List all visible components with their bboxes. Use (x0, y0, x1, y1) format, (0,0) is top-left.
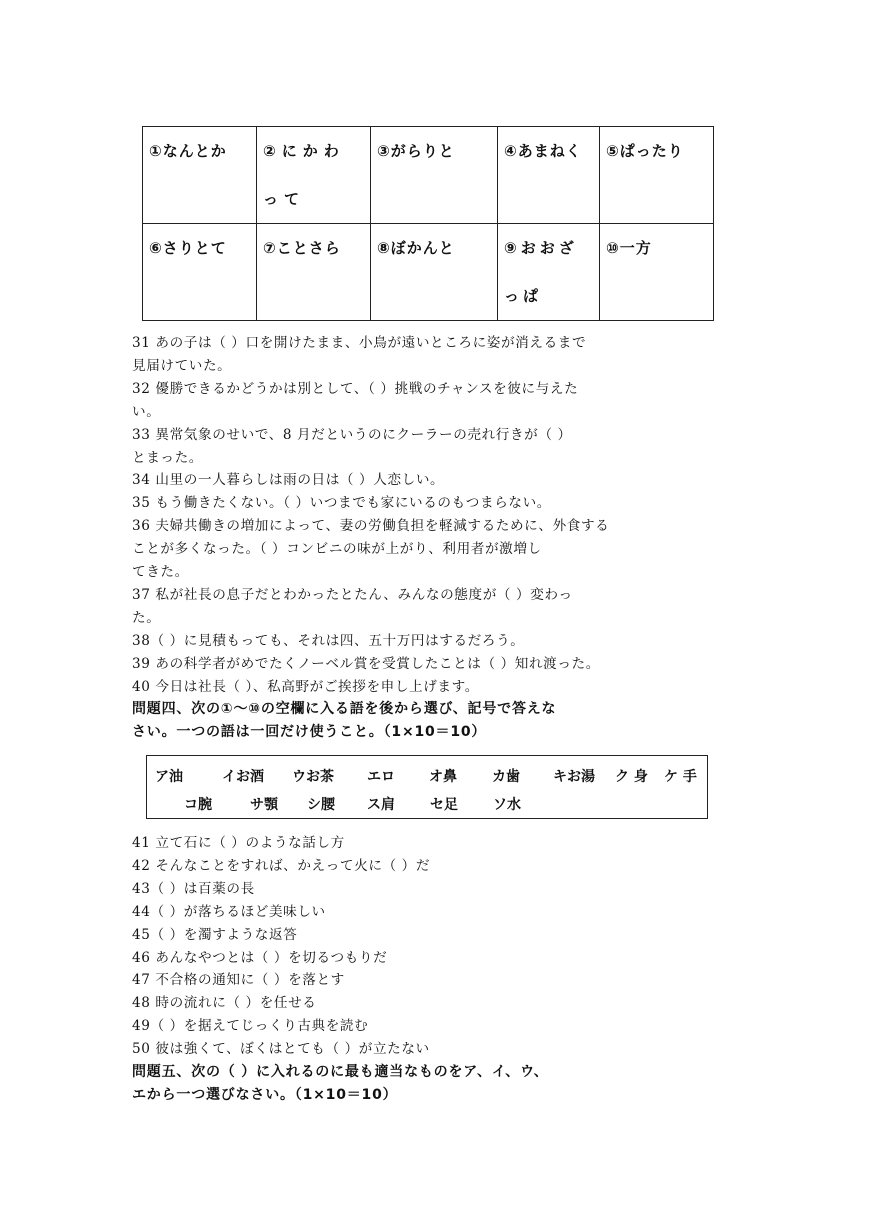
question-36-line2: ことが多くなった。（ ）コンビニの味が上がり、利用者が激増し (132, 541, 542, 557)
question-36-line3: てきた。 (132, 564, 189, 580)
question-46: 46 あんなやつとは（ ）を切るつもりだ (132, 950, 388, 966)
choices-row (143, 224, 714, 321)
word-choice: セ足 (430, 797, 458, 813)
word-choice: ソ水 (493, 797, 521, 813)
question-44: 44（ ）が落ちるほど美味しい (132, 904, 326, 920)
choices-table (142, 126, 714, 321)
choice-cell: ⑧ぼかんと (371, 224, 498, 321)
question-33-line2: とまった。 (132, 450, 203, 466)
question-33-line1: 33 異常気象のせいで、8 月だというのにクーラーの売れ行きが（ ） (132, 427, 572, 443)
section-4-heading-line2: さい。一つの語は一回だけ使うこと。（1×10＝10） (132, 724, 487, 740)
question-42: 42 そんなことをすれば、かえって火に（ ）だ (132, 858, 431, 874)
section-5-heading-line2: エから一つ選びなさい。（1×10＝10） (132, 1087, 398, 1103)
question-37-line2: た。 (132, 610, 161, 626)
question-37-line1: 37 私が社長の息子だとわかったとたん、みんなの態度が（ ）変わっ (132, 587, 573, 603)
question-41: 41 立て石に（ ）のような話し方 (132, 835, 345, 851)
choice-cell: ⑥さりとて (143, 224, 257, 321)
question-45: 45（ ）を濁すような返答 (132, 927, 298, 943)
word-choice: サ顎 (250, 797, 278, 813)
word-choice: コ腕 (184, 797, 212, 813)
question-32-line1: 32 優勝できるかどうかは別として、（ ）挑戦のチャンスを彼に与えた (132, 381, 579, 397)
question-50: 50 彼は強くて、ぼくはとても（ ）が立たない (132, 1041, 430, 1057)
question-47: 47 不合格の通知に（ ）を落とす (132, 972, 345, 988)
question-35: 35 もう働きたくない。（ ）いつまでも家にいるのもつまらない。 (132, 495, 551, 511)
question-49: 49（ ）を据えてじっくり古典を読む (132, 1018, 369, 1034)
word-choice: シ腰 (307, 797, 335, 813)
choice-cell: ⑩一方 (600, 224, 714, 321)
choice-cell: ②にかわって (257, 127, 371, 224)
word-choice: ケ 手 (664, 769, 697, 785)
word-choice: ウお茶 (292, 769, 334, 785)
choice-cell: ①なんとか (143, 127, 257, 224)
question-39: 39 あの科学者がめでたくノーベル賞を受賞したことは（ ）知れ渡った。 (132, 656, 600, 672)
question-32-line2: い。 (132, 404, 161, 420)
question-36-line1: 36 夫婦共働きの増加によって、妻の労働負担を軽減するために、外食する (132, 518, 610, 534)
word-choice: ク 身 (615, 769, 648, 785)
word-choice: オ鼻 (429, 769, 457, 785)
choice-cell: ④あまねく (498, 127, 600, 224)
question-48: 48 時の流れに（ ）を任せる (132, 995, 317, 1011)
word-choice: イお酒 (222, 769, 264, 785)
choices-row (143, 127, 714, 224)
question-43: 43（ ）は百薬の長 (132, 881, 255, 897)
question-40: 40 今日は社長（ ）、私高野がご挨拶を申し上げます。 (132, 679, 479, 695)
word-choice: カ歯 (492, 769, 520, 785)
choice-cell: ⑤ぱったり (600, 127, 714, 224)
question-38: 38（ ）に見積もっても、それは四、五十万円はするだろう。 (132, 633, 525, 649)
question-31-line2: 見届けていた。 (132, 358, 232, 374)
choice-cell: ⑦ことさら (257, 224, 371, 321)
section-5-heading-line1: 問題五、次の（ ）に入れるのに最も適当なものをア、イ、ウ、 (132, 1064, 549, 1080)
choice-cell: ③がらりと (371, 127, 498, 224)
word-choice: ア油 (155, 769, 183, 785)
section-4-heading-line1: 問題四、次の①～⑩の空欄に入る語を後から選び、記号で答えな (132, 701, 557, 717)
word-choice-box (146, 755, 708, 819)
choice-cell: ⑨おおざっぱ (498, 224, 600, 321)
question-31-line1: 31 あの子は（ ）口を開けたまま、小鳥が遠いところに姿が消えるまで (132, 335, 587, 351)
word-choice: エロ (367, 769, 395, 785)
question-34: 34 山里の一人暮らしは雨の日は（ ）人恋しい。 (132, 472, 445, 488)
word-choice: キお湯 (553, 769, 595, 785)
word-choice: ス肩 (367, 797, 395, 813)
